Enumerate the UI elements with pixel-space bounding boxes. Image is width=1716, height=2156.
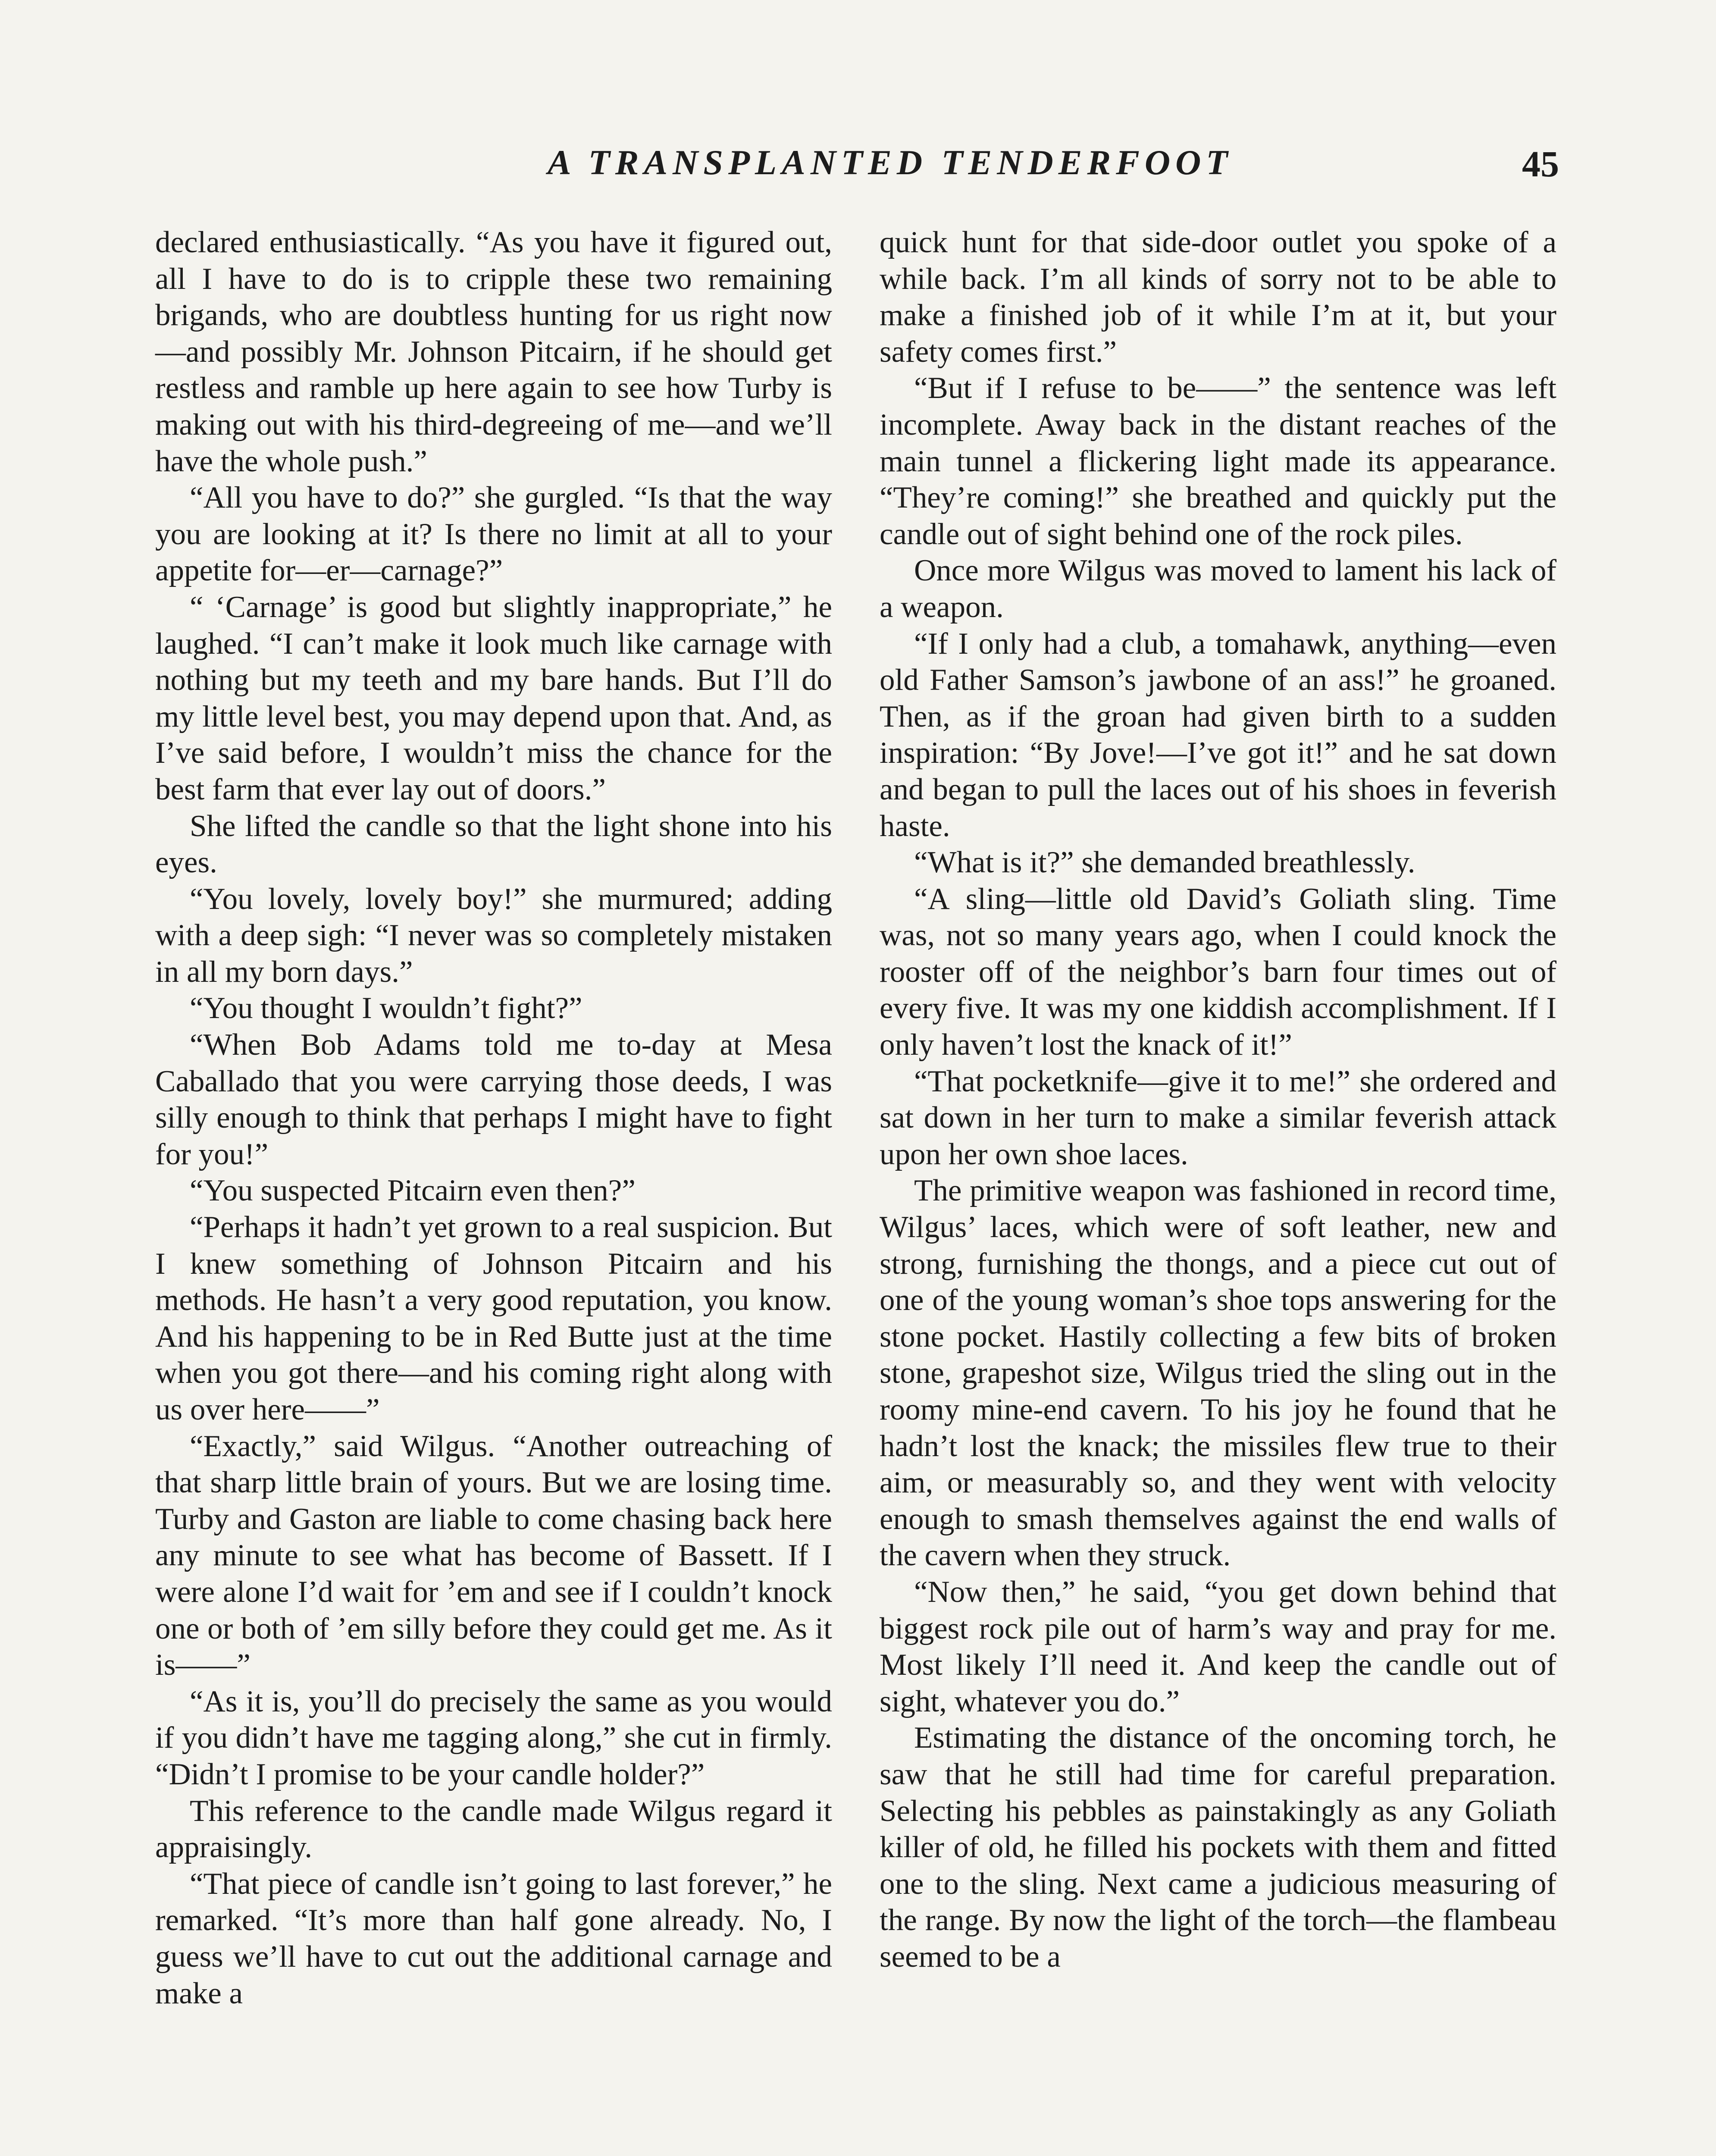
paragraph: This reference to the candle made Wilgus regard it appraisingly. (155, 1794, 832, 1865)
paragraph: “If I only had a club, a tomahawk, anything—even old Father Samson’s jawbone of an ass!” he groaned. Then, as if the groan had given birth to a sudden inspiration: “By Jove!—I’ve got it!” and he sat down and began to pull the laces out of his shoes in feverish haste. (880, 627, 1556, 843)
paragraph: “Now then,” he said, “you get down behind that biggest rock pile out of harm’s way and pray for me. Most likely I’ll need it. And keep the candle out of sight, whatever you do.” (880, 1575, 1556, 1718)
paragraph: “That piece of candle isn’t going to last forever,” he remarked. “It’s more than half gone already. No, I guess we’ll have to cut out the additional carnage and make a (155, 1867, 832, 2010)
page-header (0, 142, 1716, 203)
paragraph: “You lovely, lovely boy!” she murmured; adding with a deep sigh: “I never was so completely mistaken in all my born days.” (155, 882, 832, 989)
right-column (880, 224, 1556, 1975)
paragraph: “When Bob Adams told me to-day at Mesa Caballado that you were carrying those deeds, I was silly enough to think that perhaps I might have to fight for you!” (155, 1028, 832, 1171)
paragraph: “As it is, you’ll do precisely the same as you would if you didn’t have me tagging along,” she cut in firmly. “Didn’t I promise to be your candle holder?” (155, 1684, 832, 1791)
paragraph: “All you have to do?” she gurgled. “Is that the way you are looking at it? Is there no limit at all to your appetite for—er—carnage?” (155, 481, 832, 588)
paragraph: “You thought I wouldn’t fight?” (190, 991, 582, 1025)
paragraph: “Exactly,” said Wilgus. “Another outreaching of that sharp little brain of yours. But we are losing time. Turby and Gaston are liable to come chasing back here any minute to see what has become of Bassett. If I were alone I’d wait for ’em and see if I couldn’t knock one or both of ’em silly before they could get me. As it is——” (155, 1429, 832, 1682)
paragraph: “A sling—little old David’s Goliath sling. Time was, not so many years ago, when I could knock the rooster off of the neighbor’s barn four times out of every five. It was my one kiddish accomplishment. If I only haven’t lost the knack of it!” (880, 882, 1556, 1062)
paragraph: “But if I refuse to be——” the sentence was left incomplete. Away back in the distant reaches of the main tunnel a flickering light made its appearance. “They’re coming!” she breathed and quickly put the candle out of sight behind one of the rock piles. (880, 371, 1556, 551)
paragraph: The primitive weapon was fashioned in record time, Wilgus’ laces, which were of soft leather, new and strong, furnishing the thongs, and a piece cut out of one of the young woman’s shoe tops answering for the stone pocket. Hastily collecting a few bits of broken stone, grapeshot size, Wilgus tried the sling out in the roomy mine-end cavern. To his joy he found that he hadn’t lost the knack; the missiles flew true to their aim, or measurably so, and they went with velocity enough to smash themselves against the end walls of the cavern when they struck. (880, 1174, 1556, 1573)
paragraph: She lifted the candle so that the light shone into his eyes. (155, 809, 832, 880)
paragraph: “Perhaps it hadn’t yet grown to a real suspicion. But I knew something of Johnson Pitcairn and his methods. He hasn’t a very good reputation, you know. And his happening to be in Red Butte just at the time when you got there—and his coming right along with us over here——” (155, 1210, 832, 1426)
paragraph: “ ‘Carnage’ is good but slightly inappropriate,” he laughed. “I can’t make it look much like carnage with nothing but my teeth and my bare hands. But I’ll do my little level best, you may depend upon that. And, as I’ve said before, I wouldn’t miss the chance for the best farm that ever lay out of doors.” (155, 590, 832, 806)
paragraph: “That pocketknife—give it to me!” she ordered and sat down in her turn to make a similar feverish attack upon her own shoe laces. (880, 1064, 1556, 1171)
paragraph: Once more Wilgus was moved to lament his lack of a weapon. (880, 554, 1556, 624)
paragraph: “You suspected Pitcairn even then?” (190, 1174, 636, 1208)
paragraph: declared enthusiastically. “As you have it figured out, all I have to do is to cripple these two remaining brigands, who are doubtless hunting for us right now—and possibly Mr. Johnson Pitcairn, if he should get restless and ramble up here again to see how Turby is making out with his third-degreeing of me—and we’ll have the whole push.” (155, 226, 832, 478)
page-number: 45 (1522, 143, 1559, 185)
left-column (155, 224, 832, 2012)
running-title: A TRANSPLANTED TENDERFOOT (548, 143, 1233, 182)
paragraph: quick hunt for that side-door outlet you spoke of a while back. I’m all kinds of sorry not to be able to make a finished job of it while I’m at it, but your safety comes first.” (880, 226, 1556, 369)
paragraph: “What is it?” she demanded breathlessly. (914, 846, 1415, 880)
paragraph: Estimating the distance of the oncoming torch, he saw that he still had time for careful preparation. Selecting his pebbles as painstakingly as any Goliath killer of old, he filled his pockets with them and fitted one to the sling. Next came a judicious measuring of the range. By now the light of the torch—the flambeau seemed to be a (880, 1721, 1556, 1974)
